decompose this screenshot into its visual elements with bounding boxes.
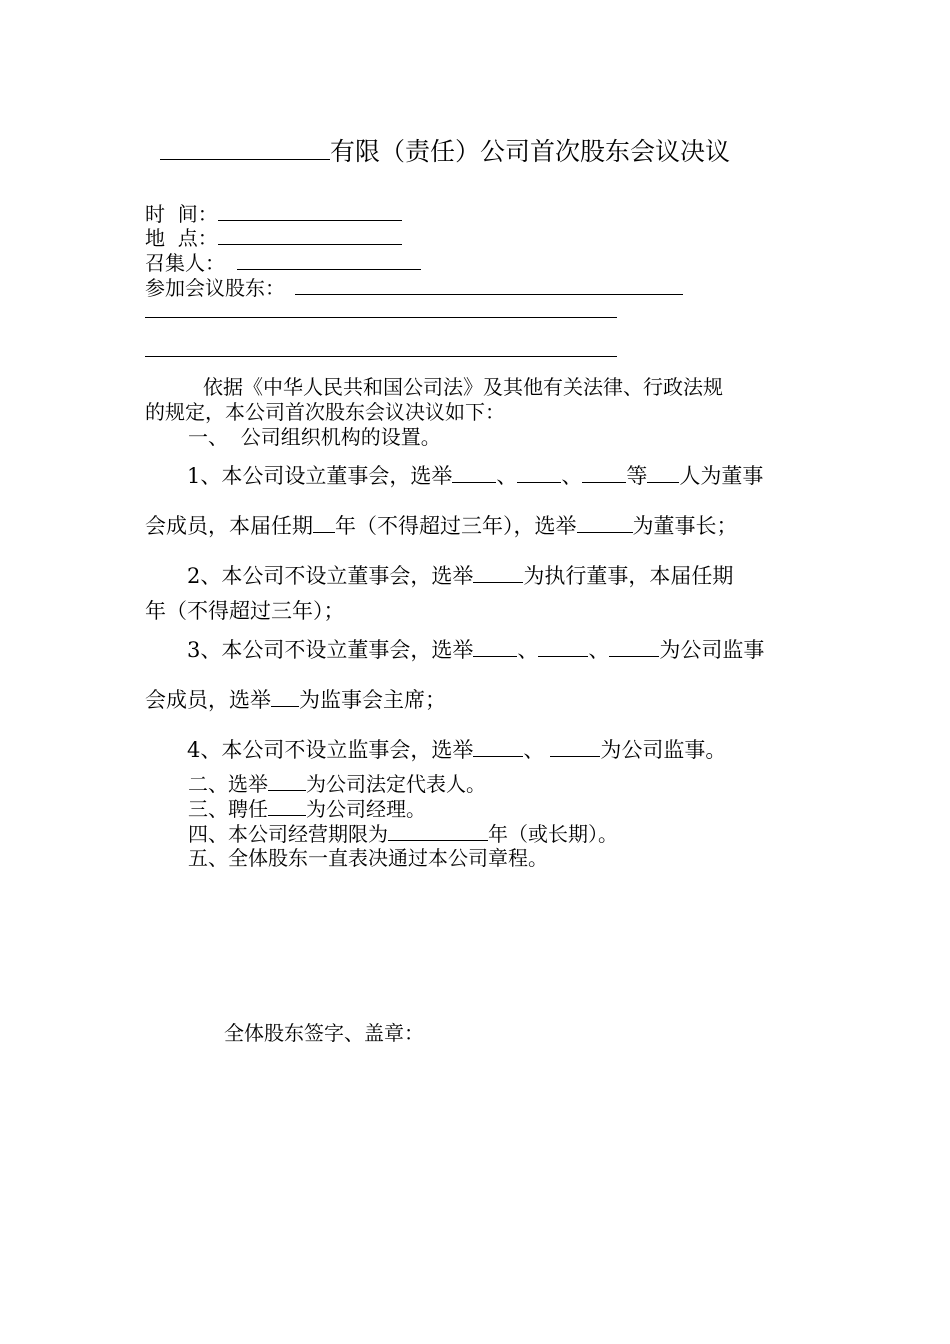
time-blank <box>218 200 402 221</box>
company-name-blank <box>160 134 330 160</box>
title-text: 有限（责任）公司首次股东会议决议 <box>330 137 731 166</box>
item-4-line: 4、本公司不设立监事会，选举 、 为公司监事。 <box>187 734 726 764</box>
item-2-line-1: 2、本公司不设立董事会，选举 为执行董事，本届任期 <box>187 560 733 590</box>
item-1-line-2: 会成员，本届任期 年（不得超过三年），选举 为董事长； <box>145 510 738 540</box>
intro-line-1: 依据《中华人民共和国公司法》及其他有关法律、行政法规 <box>203 375 723 399</box>
place-blank <box>218 224 402 245</box>
chairman-blank <box>577 511 633 533</box>
item-3-line-2: 会成员，选举 为监事会主席； <box>145 684 446 714</box>
time-field: 时 间： <box>145 200 402 226</box>
supervisor-a-blank <box>473 735 523 757</box>
director-count-blank <box>647 461 679 483</box>
director-1-blank <box>452 461 496 483</box>
board-chair-blank <box>271 685 299 707</box>
legal-rep-blank <box>268 770 306 791</box>
attendees-line-2 <box>145 317 617 318</box>
operating-period-blank <box>388 820 488 841</box>
item-2-line-2: 年（不得超过三年）； <box>145 599 345 623</box>
manager-blank <box>268 795 306 816</box>
section-2: 二、选举 为公司法定代表人。 <box>188 772 486 796</box>
place-field: 地 点： <box>145 224 402 250</box>
document-title <box>160 132 730 168</box>
section-4: 四、本公司经营期限为 年（或长期）。 <box>188 822 618 846</box>
signature-label: 全体股东签字、盖章： <box>224 1021 424 1045</box>
intro-line-2: 的规定，本公司首次股东会议决议如下： <box>145 400 505 424</box>
director-3-blank <box>582 461 626 483</box>
supervisor-3-blank <box>609 635 659 657</box>
supervisor-b-blank <box>550 735 600 757</box>
director-2-blank <box>517 461 561 483</box>
attendees-line-3 <box>145 356 617 357</box>
attendees-blank <box>295 274 683 295</box>
section-1-heading: 一、 公司组织机构的设置。 <box>188 425 441 449</box>
attendees-field: 参加会议股东： <box>145 274 683 300</box>
supervisor-2-blank <box>538 635 588 657</box>
item-1-line-1: 1、本公司设立董事会，选举 、 、 等 人为董事 <box>187 460 763 490</box>
convener-field: 召集人： <box>145 249 421 275</box>
executive-director-blank <box>473 561 523 583</box>
section-5: 五、全体股东一直表决通过本公司章程。 <box>188 846 548 870</box>
section-3: 三、聘任 为公司经理。 <box>188 797 426 821</box>
term-years-blank <box>313 511 335 533</box>
supervisor-1-blank <box>473 635 517 657</box>
item-3-line-1: 3、本公司不设立董事会，选举 、 、 为公司监事 <box>187 634 764 664</box>
convener-blank <box>237 249 421 270</box>
